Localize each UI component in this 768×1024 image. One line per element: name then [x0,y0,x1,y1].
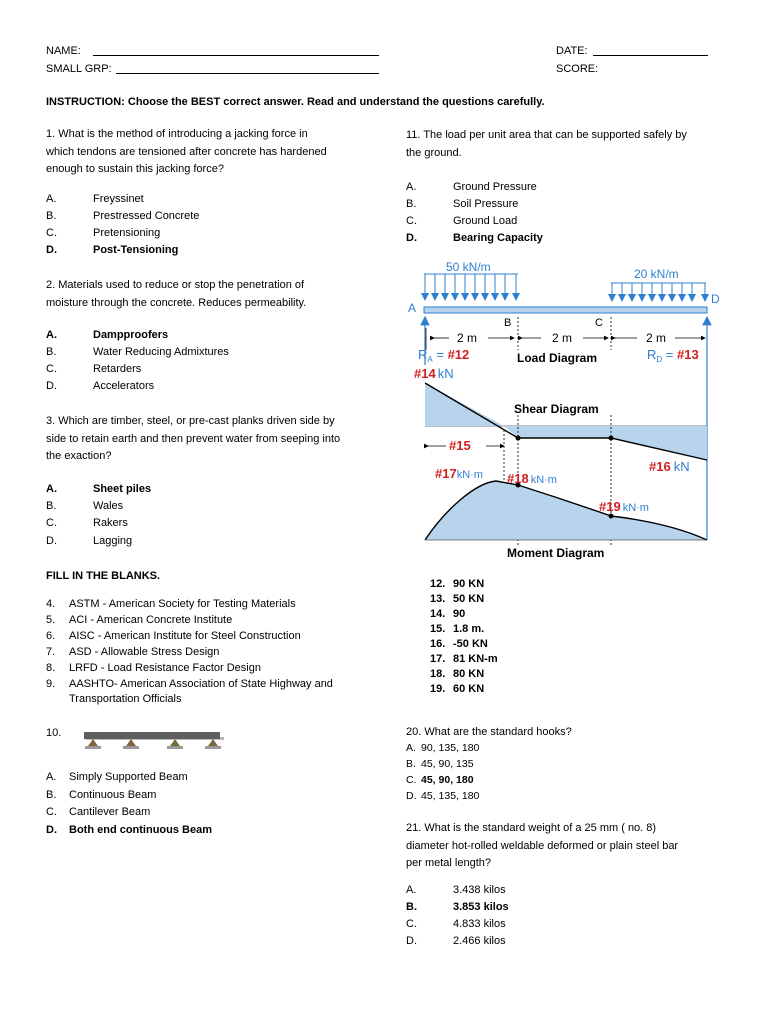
option-letter: B. [406,198,417,210]
answer-number: 16. [430,638,446,650]
option-text: 4.833 kilos [453,918,506,930]
option-letter: A. [406,884,417,896]
item-text: ASTM - American Society for Testing Materials [69,598,296,610]
option-text: 2.466 kilos [453,935,506,947]
option-letter: D. [46,380,57,392]
blank-12: #12 [447,347,470,362]
answer-text: -50 KN [453,638,488,650]
option-text: 3.438 kilos [453,884,506,896]
option-letter: D. [46,535,57,547]
point-a: A [408,301,417,315]
blank-16-unit: kN [673,459,690,474]
moment-diagram-title: Moment Diagram [507,546,605,560]
question-line: per metal length? [406,857,491,869]
option-letter: A. [46,771,57,783]
option-text: Sheet piles [93,483,152,495]
question-line: 3. Which are timber, steel, or pre-cast planks driven side by [46,415,335,427]
blank-18-number: #18 [507,471,529,486]
load-right-label: 20 kN/m [634,267,679,281]
question-line: 21. What is the standard weight of a 25 mm ( no. 8) [406,822,657,834]
option-letter: A. [46,329,57,341]
option-letter: C. [406,774,417,786]
option-text: Wales [93,500,124,512]
option-text: 90, 135, 180 [421,742,480,754]
question-line: 1. What is the method of introducing a jacking force in [46,128,308,140]
option-text: Simply Supported Beam [69,771,188,783]
item-number: 8. [46,662,56,674]
option-letter: C. [406,918,417,930]
blank-16-number: #16 [649,459,671,474]
option-letter: C. [46,517,57,529]
question-3 [46,413,386,466]
blank-19-number: #19 [599,499,621,514]
option-text: Continuous Beam [69,789,157,801]
reaction-d-equals: = [662,347,677,362]
support-base-4 [205,746,221,749]
reaction-a-subscript: A [427,355,433,364]
blank-18 [507,471,557,486]
option-letter: D. [406,232,417,244]
option-letter: A. [46,483,57,495]
item-number: 4. [46,598,56,610]
item-number: 5. [46,614,56,626]
option-text: Bearing Capacity [453,232,543,244]
answer-item [430,652,498,667]
beam-illustration [80,727,232,769]
answer-number: 19. [430,683,446,695]
question-line: moisture through the concrete. Reduces permeability. [46,296,307,309]
option-text: Accelerators [93,380,155,392]
answer-item [430,607,465,622]
blank-17-unit: kN·m [456,469,483,481]
answer-text: 1.8 m. [453,623,485,635]
support-1 [88,739,98,746]
support-3 [170,739,180,746]
item-text: AISC - American Institute for Steel Construction [69,630,301,642]
answer-text: 50 KN [453,593,485,605]
option-text: Dampproofers [93,329,169,341]
answer-number: 12. [430,578,446,590]
option-letter: A. [406,181,417,193]
instruction: INSTRUCTION: Choose the BEST correct answer. Read and understand the questions carefully. [46,96,545,108]
answer-number: 14. [430,608,446,620]
option-letter: D. [46,244,57,256]
support-base-2 [123,746,139,749]
beam [424,307,707,313]
question-line: side to retain earth and then prevent water from seeping into [46,432,341,445]
answer-item [430,682,484,697]
shear-area-negative [504,426,707,460]
option-text: 45, 135, 180 [421,790,480,802]
question-1 [46,126,376,179]
question-line: which tendons are tensioned after concrete has hardened [46,145,327,158]
option-letter: C. [46,227,57,239]
option-letter: C. [406,215,417,227]
option-text: 3.853 kilos [453,901,509,913]
option-letter: D. [406,790,417,802]
point-marker-c [609,436,614,441]
name-label: NAME: [46,45,81,57]
option-letter: D. [406,935,417,947]
answer-text: 80 KN [453,668,485,680]
small-group-field[interactable] [116,61,379,74]
dimension-bc: 2 m [552,331,573,345]
option-text: 45, 90, 135 [421,758,474,770]
point-b: B [504,317,512,329]
dimension-cd: 2 m [646,331,667,345]
blank-14-unit: kN [437,366,454,381]
date-label: DATE: [556,45,588,57]
option-letter: B. [46,789,57,801]
answer-item [430,577,484,592]
question-line: the exaction? [46,450,112,462]
option-text-correct: 45, 90, 180 [421,774,474,786]
answer-item [430,637,488,652]
option-text: Post-Tensioning [93,244,179,256]
item-number: 9. [46,678,56,690]
option-text: Cantilever Beam [69,806,151,818]
option-text: Ground Load [453,215,518,227]
option-text: Ground Pressure [453,181,537,193]
reaction-d-subscript: D [656,355,663,364]
fill-in-title: FILL IN THE BLANKS. [46,570,161,582]
blank-14-number: #14 [414,366,436,381]
option-letter: A. [406,742,416,754]
blank-17 [435,466,483,481]
option-letter: D. [46,824,57,836]
dimension-ab: 2 m [457,331,478,345]
answer-text: 81 KN-m [453,653,498,665]
answer-text: 90 KN [453,578,485,590]
item-number: 6. [46,630,56,642]
point-marker-b [516,436,521,441]
reaction-a-symbol: R [418,347,428,362]
beam-bar [84,732,220,739]
reaction-a-equals: = [432,347,448,362]
blank-16 [649,459,690,474]
option-letter: B. [46,210,57,222]
item-text: ASD - Allowable Stress Design [69,646,220,658]
answer-text: 90 [453,608,466,620]
option-text: Water Reducing Admixtures [93,346,229,358]
item-text: ACI - American Concrete Institute [69,614,233,626]
support-4 [208,739,218,746]
question-20: 20. What are the standard hooks? [406,726,572,738]
answer-text: 60 KN [453,683,485,695]
reaction-d-symbol: R [647,347,657,362]
blank-18-unit: kN·m [530,474,557,486]
option-text: Lagging [93,535,133,547]
moment-area [425,481,707,540]
score-label: SCORE: [556,63,599,75]
blank-14 [414,366,454,381]
blank-17-number: #17 [435,466,457,481]
support-2 [126,739,136,746]
distributed-load-left [424,274,518,300]
reaction-d-label [647,347,699,364]
question-21 [406,820,736,873]
question-line: 11. The load per unit area that can be supported safely by [406,129,687,141]
support-base-1 [85,746,101,749]
load-left-label: 50 kN/m [446,260,491,274]
distributed-load-right [611,283,706,301]
option-text: Prestressed Concrete [93,210,200,222]
point-c: C [595,317,603,329]
blank-15: #15 [449,438,471,453]
reaction-a-label [418,347,469,364]
group-label: SMALL GRP: [46,63,112,75]
option-text: Soil Pressure [453,198,519,210]
blank-19-unit: kN·m [622,502,649,514]
option-text: Retarders [93,363,142,375]
answer-number: 15. [430,623,446,635]
point-d: D [711,292,720,306]
answer-number: 18. [430,668,446,680]
answer-item [430,667,484,682]
option-text: Freyssinet [93,193,144,205]
option-letter: B. [46,346,57,358]
name-field[interactable] [93,43,379,56]
blank-19 [599,499,649,514]
beam-diagram [400,255,730,567]
question-line: diameter hot-rolled weldable deformed or plain steel bar [406,839,679,852]
option-letter: B. [406,901,417,913]
question-11 [406,127,726,162]
answer-number: 17. [430,653,446,665]
option-letter: C. [46,363,57,375]
answer-item [430,622,484,637]
point-marker-19 [609,514,614,519]
question-line: 2. Materials used to reduce or stop the penetration of [46,279,305,291]
option-text: Both end continuous Beam [69,824,212,836]
option-letter: A. [46,193,57,205]
option-letter: B. [406,758,416,770]
item-text: LRFD - Load Resistance Factor Design [69,662,261,674]
question-line: the ground. [406,146,462,159]
item-number: 7. [46,646,56,658]
option-letter: C. [46,806,57,818]
support-base-3 [167,746,183,749]
option-text: Pretensioning [93,227,161,239]
answer-number: 13. [430,593,446,605]
fill-item-continuation: Transportation Officials [69,693,182,705]
answer-item [430,592,484,607]
date-field[interactable] [593,43,708,56]
question-2 [46,277,376,312]
item-text: AASHTO- American Association of State Highway and [69,678,333,690]
option-text: Rakers [93,517,128,529]
shear-diagram-title: Shear Diagram [514,402,599,416]
question-10-label: 10. [46,727,62,739]
blank-13: #13 [677,347,699,362]
question-line: enough to sustain this jacking force? [46,163,224,175]
load-diagram-title: Load Diagram [517,351,598,365]
option-letter: B. [46,500,57,512]
